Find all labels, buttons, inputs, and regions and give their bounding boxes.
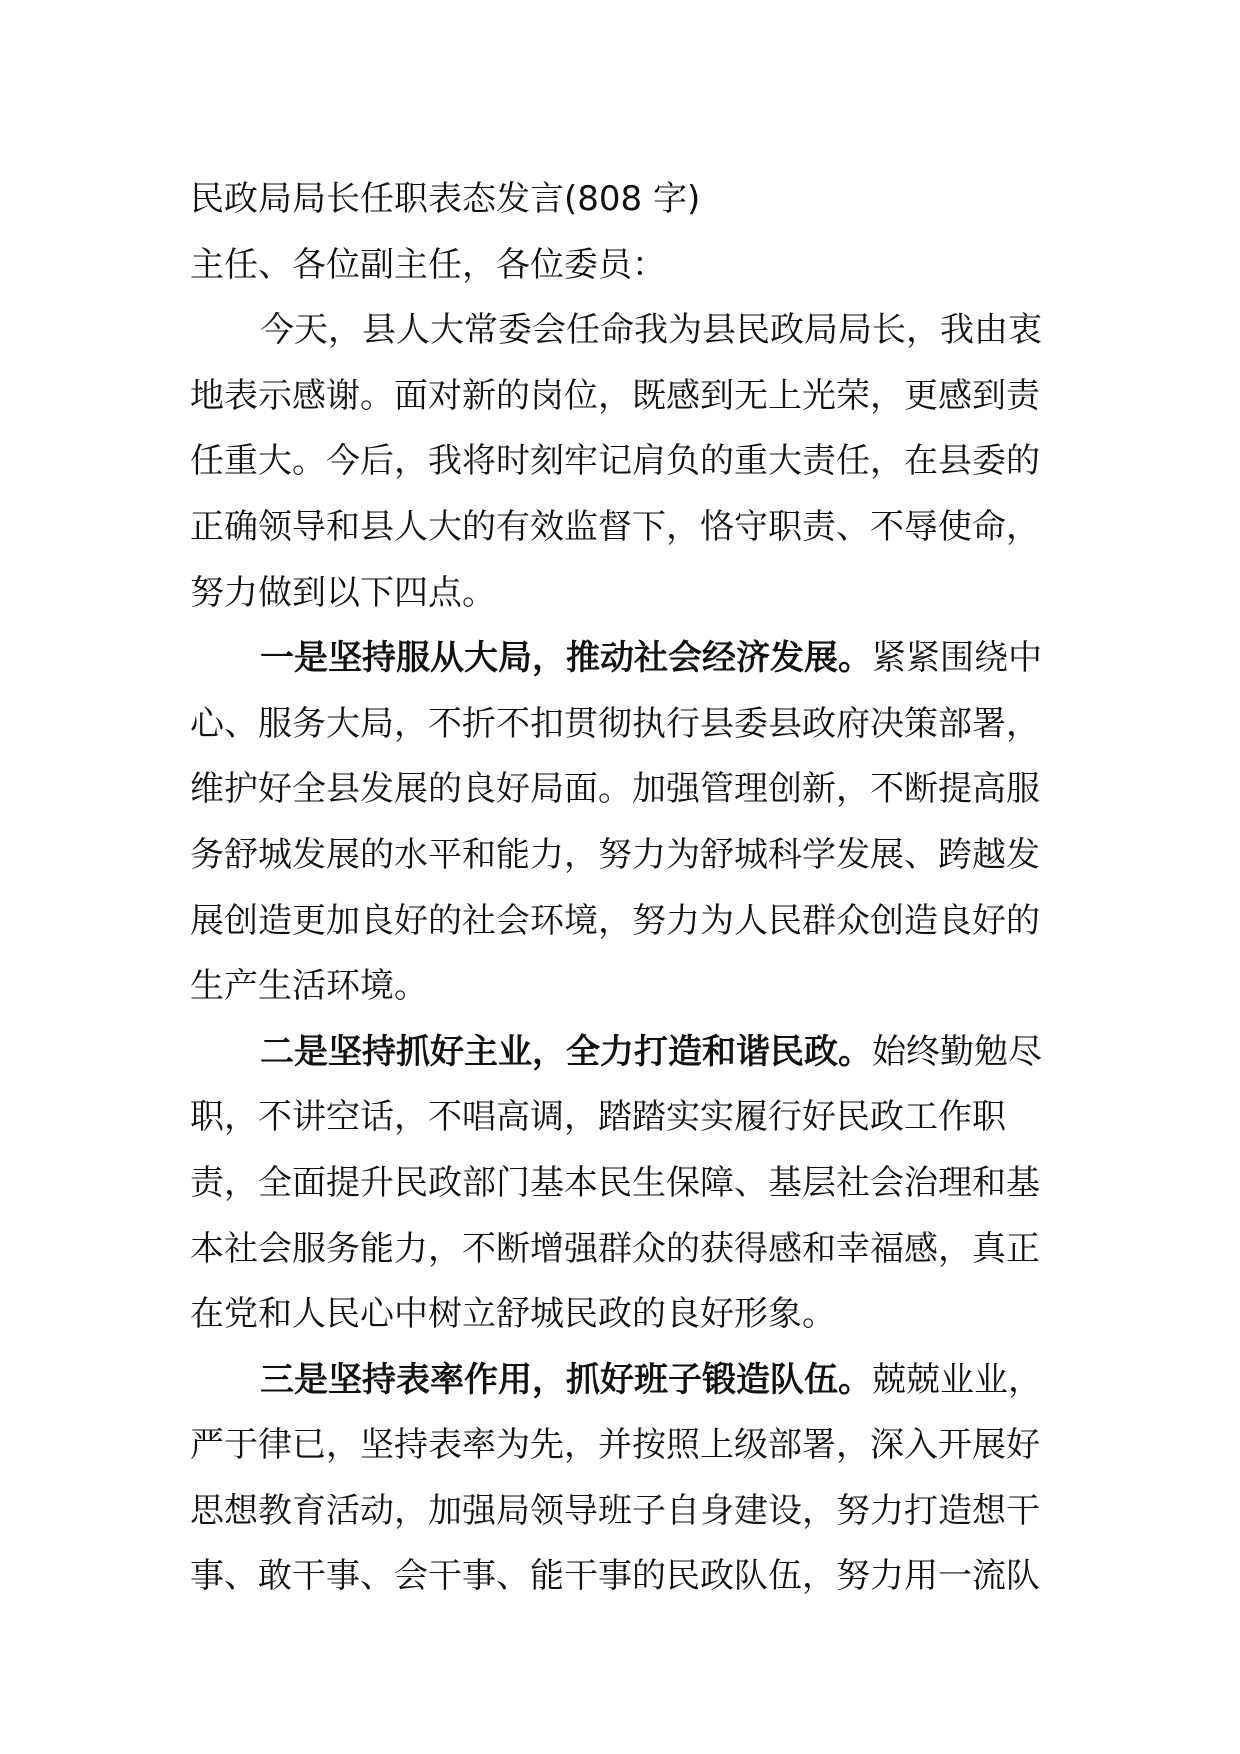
salutation: 主任、各位副主任，各位委员： [190, 244, 666, 285]
paragraph-text: 职，不讲空话，不唱高调，踏踏实实履行好民政工作职 [190, 1097, 1006, 1138]
paragraph-text: 事、敢干事、会干事、能干事的民政队伍，努力用一流队 [190, 1556, 1040, 1597]
paragraph [190, 626, 1070, 1020]
paragraph-text: 展创造更加良好的社会环境，努力为人民群众创造良好的 [190, 900, 1040, 941]
paragraph-text: 任重大。今后，我将时刻牢记肩负的重大责任，在县委的 [190, 441, 1040, 482]
paragraph-line [190, 561, 1070, 627]
paragraph-line [190, 298, 1070, 364]
paragraph-line [190, 1085, 1070, 1151]
paragraph-line [190, 757, 1070, 823]
paragraph-line [190, 889, 1070, 955]
paragraph-line [190, 495, 1070, 561]
paragraph-line [190, 429, 1070, 495]
paragraph-text: 严于律已，坚持表率为先，并按照上级部署，深入开展好 [190, 1425, 1040, 1466]
paragraph-line [190, 1217, 1070, 1283]
paragraph-text: 地表示感谢。面对新的岗位，既感到无上光荣，更感到责 [190, 375, 1040, 416]
paragraph-line [190, 1413, 1070, 1479]
paragraph-text: 紧紧围绕中 [872, 638, 1042, 679]
paragraph-line [190, 626, 1070, 692]
document-title: 民政局局长任职表态发言(808 字) [190, 179, 701, 219]
paragraph [190, 1020, 1070, 1348]
paragraph-text: 在党和人民心中树立舒城民政的良好形象。 [190, 1294, 836, 1335]
paragraph-line [190, 692, 1070, 758]
paragraph-line [190, 1479, 1070, 1545]
paragraph-line [190, 823, 1070, 889]
paragraph-text: 责，全面提升民政部门基本民生保障、基层社会治理和基 [190, 1162, 1040, 1203]
paragraph-line [190, 954, 1070, 1020]
paragraph-text: 兢兢业业， [872, 1359, 1042, 1400]
paragraph-text: 本社会服务能力，不断增强群众的获得感和幸福感，真正 [190, 1228, 1040, 1269]
paragraph-line [190, 1020, 1070, 1086]
paragraph [190, 298, 1070, 626]
paragraph-text: 努力做到以下四点。 [190, 572, 496, 613]
paragraph-text: 生产生活环境。 [190, 966, 428, 1007]
paragraph-line [190, 364, 1070, 430]
paragraph-text: 正确领导和县人大的有效监督下，恪守职责、不辱使命， [190, 506, 1040, 547]
paragraph-text: 心、服务大局，不折不扣贯彻执行县委县政府决策部署， [190, 703, 1040, 744]
paragraph-text: 今天，县人大常委会任命我为县民政局局长，我由衷 [260, 310, 1042, 351]
paragraph-text: 维护好全县发展的良好局面。加强管理创新，不断提高服 [190, 769, 1040, 810]
paragraph-line [190, 1348, 1070, 1414]
paragraph-text: 思想教育活动，加强局领导班子自身建设，努力打造想干 [190, 1490, 1040, 1531]
paragraph-lead: 一是坚持服从大局，推动社会经济发展。 [260, 638, 872, 679]
document-page [190, 167, 1070, 1610]
document-body [190, 298, 1070, 1610]
paragraph-line [190, 1151, 1070, 1217]
paragraph-line [190, 1282, 1070, 1348]
paragraph [190, 1348, 1070, 1610]
paragraph-text: 务舒城发展的水平和能力，努力为舒城科学发展、跨越发 [190, 834, 1040, 875]
paragraph-text: 始终勤勉尽 [872, 1031, 1042, 1072]
paragraph-line [190, 1544, 1070, 1610]
paragraph-lead: 二是坚持抓好主业，全力打造和谐民政。 [260, 1031, 872, 1072]
paragraph-lead: 三是坚持表率作用，抓好班子锻造队伍。 [260, 1359, 872, 1400]
